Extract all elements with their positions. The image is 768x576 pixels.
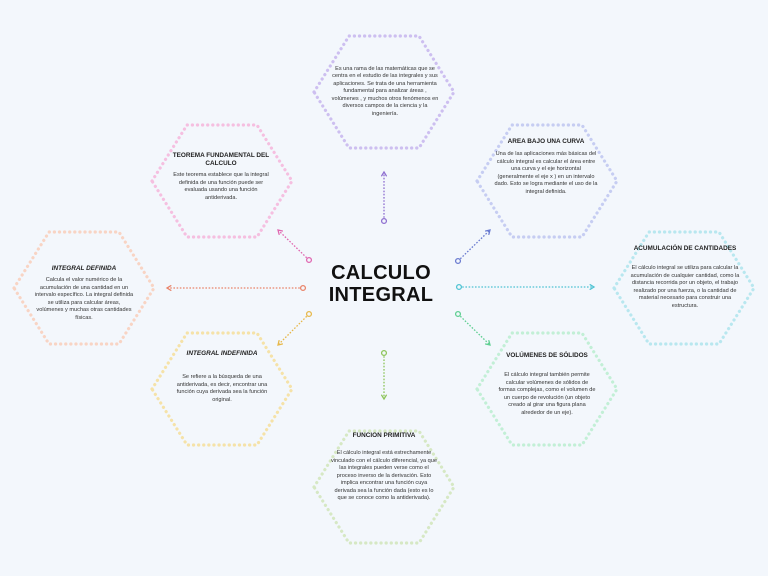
connector-handle-volumenes[interactable] xyxy=(456,312,461,317)
connector-volumenes xyxy=(456,312,490,345)
connector-handle-primitiva[interactable] xyxy=(382,351,387,356)
arrow-head-icon xyxy=(278,230,282,234)
node-definida-title: INTEGRAL DEFINIDA xyxy=(51,265,117,272)
connector-handle-indefinida[interactable] xyxy=(307,312,312,317)
node-volumenes[interactable] xyxy=(498,352,596,436)
connector-primitiva xyxy=(382,351,387,399)
node-teorema-fundamental[interactable] xyxy=(168,152,274,216)
node-primitiva-text: El cálculo integral está estrechamente vinculado con el cálculo diferencial, ya que las integrales pueden verse como el proceso inverso de la derivación. Esto implica encontrar una función cuya derivada sea la función dada (esto es lo que se conoce como la antiderivada). xyxy=(330,450,438,502)
node-acumulacion-text: El cálculo integral se utiliza para calcular la acumulación de cualquier cantidad, como la distancia recorrida por un objeto, el trabajo realizado por una fuerza, o la cantidad de material necesario para construir una estructura. xyxy=(630,265,740,309)
node-teorema-title: TEOREMA FUNDAMENTAL DEL CALCULO xyxy=(172,152,270,167)
connector-area xyxy=(456,230,490,263)
node-definida-text: Calcula el valor numérico de la acumulación de una cantidad en un intervalo específico. La integral definida se utiliza para calcular áreas, volúmenes y muchas otras cantidades físicas. xyxy=(34,277,134,321)
node-teorema-text: Este teorema establece que la integral definida de una función puede ser evaluada usando una función antiderivada. xyxy=(173,172,269,201)
connector-line-indefinida xyxy=(278,314,309,345)
node-area-text: Una de las aplicaciones más básicas del cálculo integral es calcular el área entre una curva y el eje horizontal (generalmente el eje x ) en un intervalo dado. Esto se logra mediante el uso de la integral definida. xyxy=(494,151,598,195)
node-definition-text: Es una rama de las matemáticas que se centra en el estudio de las integrales y sus aplicaciones. Se trata de una herramienta fundamental para analizar áreas , volúmenes , y muchos otros fenómenos en diversos campos de la ciencia y la ingeniería. xyxy=(331,65,439,117)
connector-definida xyxy=(167,286,305,291)
node-volumenes-title: VOLÚMENES DE SÓLIDOS xyxy=(506,352,588,359)
connector-indefinida xyxy=(278,312,311,345)
connector-handle-definida[interactable] xyxy=(301,286,306,291)
node-primitiva-title: FUNCION PRIMITIVA xyxy=(352,432,416,439)
node-definition[interactable] xyxy=(330,52,440,132)
central-topic-line2: INTEGRAL xyxy=(328,284,434,306)
connector-line-area xyxy=(458,230,490,261)
node-area-bajo-curva[interactable] xyxy=(494,138,598,222)
node-funcion-primitiva[interactable] xyxy=(330,432,438,542)
central-topic-line1: CALCULO xyxy=(331,262,431,284)
connector-handle-area[interactable] xyxy=(456,259,461,264)
connector-line-volumenes xyxy=(458,314,490,345)
node-integral-indefinida[interactable] xyxy=(170,350,274,420)
connector-definition xyxy=(382,172,387,223)
node-indefinida-title: INTEGRAL INDEFINIDA xyxy=(186,350,258,357)
connector-handle-definition[interactable] xyxy=(382,219,387,224)
central-topic[interactable] xyxy=(311,262,451,306)
node-area-title: AREA BAJO UNA CURVA xyxy=(507,138,585,145)
node-integral-definida[interactable] xyxy=(34,265,134,335)
node-indefinida-text: Se refiere a la búsqueda de una antiderivada, es decir, encontrar una función cuya derivada sea la función original. xyxy=(176,374,268,403)
node-volumenes-text: El cálculo integral también permite calcular volúmenes de sólidos de formas complejas, como el volumen de un cuerpo de revolución (un objeto creado al girar una figura plana alrededor de un eje). xyxy=(498,372,596,416)
node-acumulacion[interactable] xyxy=(630,245,740,333)
connector-acumulacion xyxy=(457,285,594,290)
node-acumulacion-title: ACUMULACIÓN DE CANTIDADES xyxy=(633,245,737,252)
connector-teorema xyxy=(278,230,311,262)
connector-line-teorema xyxy=(278,230,309,260)
connector-handle-acumulacion[interactable] xyxy=(457,285,462,290)
